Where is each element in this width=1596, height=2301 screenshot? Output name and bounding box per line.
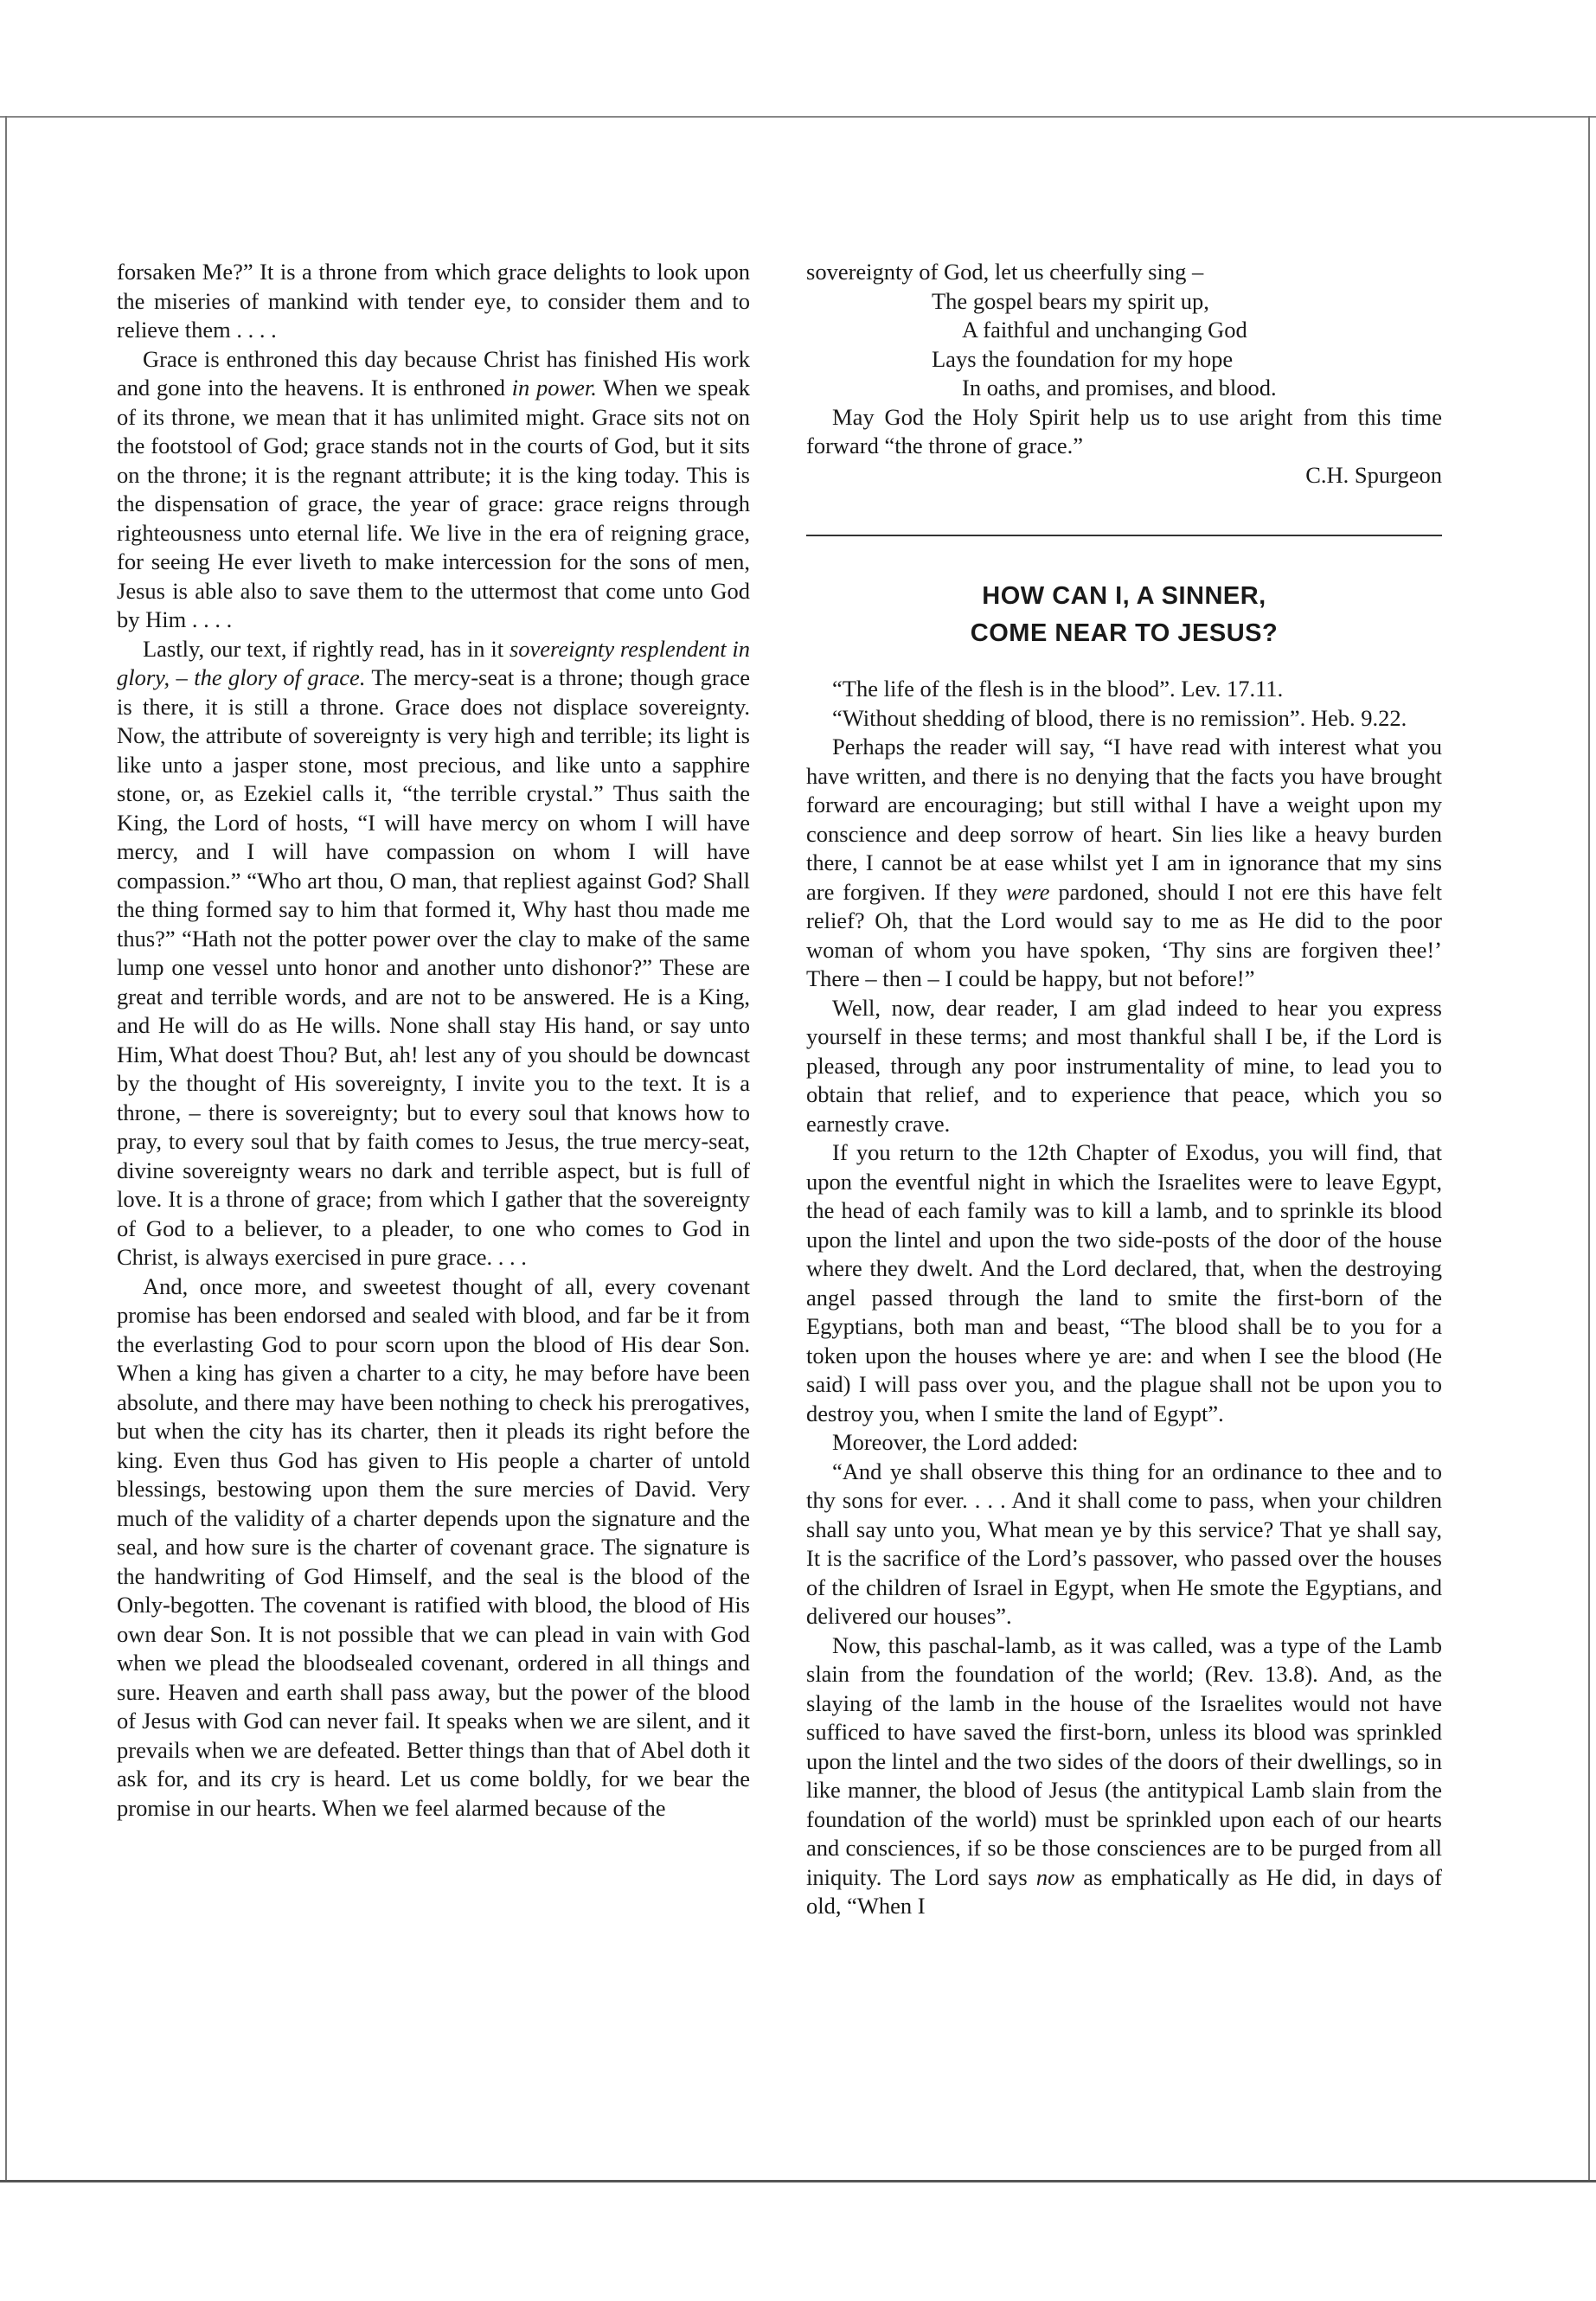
scan-bottom-rule [0,2180,1596,2182]
hymn-line: In oaths, and promises, and blood. [962,375,1277,401]
hymn-line: The gospel bears my spirit up, [932,287,1209,314]
scripture-verse: “The life of the flesh is in the blood”. Lev. 17.11. [832,676,1284,702]
heading-line-2: COME NEAR TO JESUS? [970,619,1279,647]
paragraph: Well, now, dear reader, I am glad indeed to hear you express yourself in these terms; and most thankful shall I be, if the Lord is pleased, through any poor instrumentality of mine, to lead you to obtain that relief, and to experience that peace, which you so earnestly crave. [806,994,1442,1137]
paragraph: Grace is enthroned this day because Christ has finished His work and gone into the heavens. It is enthroned in power. When we speak of its throne, we mean that it has unlimited might. Grace sits not on the footstool of God; grace stands not in the courts of God, but it sits on the throne; it is the regnant attribute; it is the king today. This is the dispensation of grace, the year of grace: grace reigns through righteousness unto eternal life. We live in the era of reigning grace, for seeing He ever liveth to make intercession for the sons of men, Jesus is able also to save them to the uttermost that come unto God by Him . . . . [117,345,751,632]
hymn-verse [806,287,1442,403]
left-column [117,258,750,1823]
hymn-line: A faithful and unchanging God [962,317,1247,343]
scan-right-edge [1588,116,1590,2180]
scan-left-edge [5,116,7,2180]
paragraph: And, once more, and sweetest thought of all, every covenant promise has been endorsed and sealed with blood, and far be it from the everlasting God to pour scorn upon the blood of His dear Son. When a king has given a charter to a city, he may before have been absolute, and there may have been nothing to check his prerogatives, but when the city has its charter, then it pleads its right before the king. Even thus God has given to His people a charter of untold blessings, bestowing upon them the sure mercies of David. Very much of the validity of a charter depends upon the signature and the seal, and how sure is the charter of covenant grace. The signature is the handwriting of God Himself, and the seal is the blood of the Only-begotten. The covenant is ratified with blood, the blood of His own dear Son. It is not possible that we can plead in vain with God when we plead the bloodsealed covenant, ordered in all things and sure. Heaven and earth shall pass away, but the power of the blood of Jesus with God can never fail. It speaks when we are silent, and it prevails when we are defeated. Better things than that of Abel doth it ask for, and its cry is heard. Let us come boldly, for we bear the promise in our hearts. When we feel alarmed because of the [117,1272,750,1821]
paragraph: Now, this paschal-lamb, as it was called, was a type of the Lamb slain from the foundation of the world; (Rev. 13.8). And, as the slaying of the lamb in the house of the Israelites would not have sufficed to have saved the first-born, unless its blood was sprinkled upon the lintel and the two sides of the doors of their dwellings, so in like manner, the blood of Jesus (the antitypical Lamb slain from the foundation of the world) must be sprinkled upon each of our hearts and consciences, if so be those consciences are to be purged from all iniquity. The Lord says now as emphatically as He did, in days of old, “When I [806,1631,1443,1919]
paragraph: Perhaps the reader will say, “I have read with interest what you have written, and there is no denying that the facts you have brought forward are encouraging; but still withal I have a weight upon my conscience and deep sorrow of heart. Sin lies like a heavy burden there, I cannot be at ease whilst yet I am in ignorance that my sins are forgiven. If they were pardoned, should I not ere this have felt relief? Oh, that the Lord would say to me as He did to the poor woman of whom you have spoken, ‘Thy sins are forgiven thee!’ There – then – I could be happy, but not before!” [806,734,1443,991]
right-column [806,258,1442,1921]
section-divider [806,535,1442,536]
article-heading [806,578,1442,652]
author-attribution: C.H. Spurgeon [1305,461,1442,488]
paragraph: Moreover, the Lord added: [832,1429,1079,1455]
scripture-verse: “Without shedding of blood, there is no remission”. Heb. 9.22. [832,704,1407,731]
paragraph: May God the Holy Spirit help us to use aright from this time forward “the throne of grace.” [806,403,1442,458]
scan-top-rule [0,116,1596,118]
paragraph: If you return to the 12th Chapter of Exodus, you will find, that upon the eventful night in which the Israelites were to leave Egypt, the head of each family was to kill a lamb, and to sprinkle its blood upon the lintel and upon the two side-posts of the door of the house where they dwelt. And the Lord declared, that, when the destroying angel passed through the land to smite the first-born of the Egyptians, both man and beast, “The blood shall be to you for a token upon the houses where ye are: and when I see the blood (He said) I will pass over you, and the plague shall not be upon you to destroy you, when I smite the land of Egypt”. [806,1139,1442,1426]
paragraph: “And ye shall observe this thing for an ordinance to thee and to thy sons for ever. . . . And it shall come to pass, when your children shall say unto you, What mean ye by this service? That ye shall say, It is the sacrifice of the Lord’s passover, who passed over the houses of the children of Israel in Egypt, when He smote the Egyptians, and delivered our houses”. [806,1458,1442,1629]
hymn-line: Lays the foundation for my hope [932,345,1234,372]
heading-line-1: HOW CAN I, A SINNER, [982,582,1266,610]
paragraph: Lastly, our text, if rightly read, has in it sovereignty resplendent in glory, – the glory of grace. The mercy-seat is a throne; though grace is there, it is still a throne. Grace does not displace sovereignty. Now, the attribute of sovereignty is very high and terrible; its light is like unto a jasper stone, most precious, and like unto a sapphire stone, or, as Ezekiel calls it, “the terrible crystal.” Thus saith the King, the Lord of hosts, “I will have mercy on whom I will have mercy, and I will have compassion on whom I will have compassion.” “Who art thou, O man, that repliest against God? Shall the thing formed say to him that formed it, Why hast thou made me thus?” “Hath not the potter power over the clay to make of the same lump one vessel unto honor and another unto dishonor?” These are great and terrible words, and are not to be answered. He is a King, and He will do as He wills. None shall stay His hand, or say unto Him, What doest Thou? But, ah! lest any of you should be downcast by the thought of His sovereignty, I invite you to the text. It is a throne, – there is sovereignty; but to every soul that knows how to pray, to every soul that by faith comes to Jesus, the true mercy-seat, divine sovereignty wears no dark and terrible aspect, but is full of love. It is a throne of grace; from which I gather that the sovereignty of God to a believer, to a pleader, to one who comes to God in Christ, is always exercised in pure grace. . . . [117,635,751,1270]
paragraph: sovereignty of God, let us cheerfully sing – [806,259,1204,285]
paragraph: forsaken Me?” It is a throne from which grace delights to look upon the miseries of mankind with tender eye, to consider them and to relieve them . . . . [117,259,750,343]
